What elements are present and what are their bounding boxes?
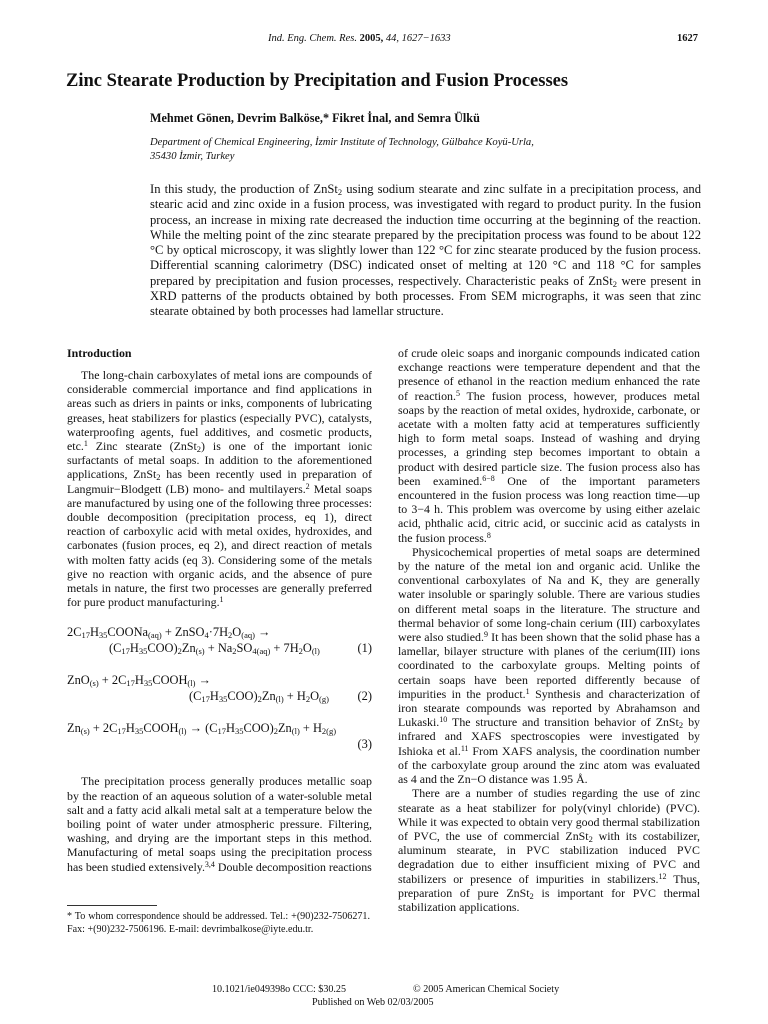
intro-paragraph-4: Physicochemical properties of metal soaps are determined by the nature of the metal ion and organic acid. Unlike the conventional carboxylates of Na and K, they are generally water insoluble or sparingly soluble. There are various studies on different metal soaps in the literature. The structure and thermal behavior of some long-chain cerium (III) carboxylates were also studied.$^9$ It has been shown that the solid phase has a lamellar, bilayer structure with planes of the cerium(III) ions coordinated to the carboxylate groups. Melting points of certain soaps have been reported differently because of impurities in the product.$^1$ Synthesis and characterization of iron stearate compounds was reported by Abrahamson and Lukaski.$^{10}$ The structure and transition behavior of ZnSt$_2$ by infrared and XAFS spectroscopies were investigated by Ishioka et al.$^{11}$ From XAFS analysis, the coordination number of the carboxylate group around the zinc atom was evaluated as 4 and the Zn−O distance was 1.95 Å.: [398, 544, 700, 787]
intro-paragraph-1: The long-chain carboxylates of metal ions are compounds of considerable commercial importance and find applications in areas such as driers in paints or inks, components of lubricating greases, heat stabilizers for plastics (especially PVC), catalysts, waterproofing agents, fuel additives, and cosmetic products, etc.$^1$ Zinc stearate (ZnSt$_2$) is one of the important ionic surfactants of metal soaps. In addition to the aforementioned applications, ZnSt$_2$ has been recently used in preparation of Langmuir−Blodgett (LB) mono- and multilayers.$^2$ Metal soaps are manufactured by using one of the following three processes: double decomposition (precipitation process, eq 1), direct reaction of carboxylic acid with metal oxides, hydroxides, and carbonates (fusion proces, eq 2), and direct reaction of metals with molten fatty acids (eq 3). Considering some of the metals give no reaction with organic acids, and the absence of pure metals in nature, the first two processes are generally preferred for pure product manufacturing.$^1$: [67, 368, 372, 610]
abstract: In this study, the production of ZnSt$_2$ using sodium stearate and zinc sulfate in a precipitation process, and stearic acid and zinc oxide in a fusion process, was investigated with regard to product purity. In the fusion process, an increase in mixing rate decreased the induction time occurring at the beginning of the reaction. While the melting point of the zinc stearate prepared by the precipitation process was found to be about 122 °C by optical microscopy, it was slightly lower than 122 °C for zinc stearate produced by the fusion process. Differential scanning calorimetry (DSC) indicated onset of melting at 120 °C and 118 °C for samples prepared by precipitation and fusion processes, respectively. Characteristic peaks of ZnSt$_2$ were present in XRD patterns of the products obtained by both processes. From SEM micrographs, it was seen that zinc stearate obtained by both processes had lamellar structure.: [150, 182, 701, 319]
page-number: 1627: [677, 33, 698, 44]
equation-number-3: (3): [357, 737, 372, 752]
equation-number-2: (2): [357, 689, 372, 704]
left-column: [67, 346, 372, 874]
copyright-notice: © 2005 American Chemical Society: [413, 984, 560, 995]
intro-paragraph-2: The precipitation process generally produces metallic soap by the reaction of an aqueous solution of a water-soluble metal salt and a fatty acid alkali metal salt at a temperature below the boiling point of water under atmospheric pressure. Filtering, washing, and drying are the important steps in this method. Manufacturing of metal soaps using the precipitation process has been studied extensively.$^{3,4}$ Double decomposition reactions: [67, 774, 372, 874]
equation-number-1: (1): [357, 641, 372, 656]
footnote-rule: [67, 905, 157, 906]
doi-and-price: 10.1021/ie049398o CCC: $30.25: [212, 984, 347, 995]
equation-3-line-2: [67, 736, 372, 752]
equation-2-line-1: $ZnO_{(s)} + 2C_{17}H_{35}COOH_{(l)}$ →: [67, 673, 211, 689]
publication-date: Published on Web 02/03/2005: [312, 997, 434, 1008]
running-head: [0, 33, 768, 47]
corresponding-author-footnote: * To whom correspondence should be addressed. Tel.: +(90)232-7506271. Fax: +(90)232-7506196. E-mail: devrimbalkose@iyte.edu.tr.: [67, 911, 370, 935]
equation-1-line-2: $(C_{17}H_{35}COO)_2Zn_{(s)} + Na_2SO_{4(aq)} + 7H_2O_{(l)}$ (1): [109, 641, 372, 657]
right-column: [398, 346, 700, 914]
equation-3-line-1: $Zn_{(s)}$ + $2C_{17}H_{35}COOH_{(l)} \to (C_{17}H_{35}COO)_2Zn_{(l)} + H_{2(g)}$: [67, 721, 337, 737]
equation-2-line-2: $(C_{17}H_{35}COO)_2Zn_{(l)} + H_2O_{(g)}$ (2): [189, 689, 372, 705]
paper-title: Zinc Stearate Production by Precipitation and Fusion Processes: [66, 71, 569, 91]
section-heading-introduction: Introduction: [67, 346, 132, 360]
intro-paragraph-3: of crude oleic soaps and inorganic compounds indicated cation exchange reactions were temperature dependent and that the presence of ethanol in the reaction medium enhanced the rate of reaction.$^5$ The fusion process, however, produces metal soaps by the reaction of metal oxides, hydroxide, carbonate, or acetate with a molten fatty acid at temperatures sufficiently high to form metal soaps. Instead of washing and drying processes, a grinding step becomes important to obtain a product with desired particle size. The fusion process also has been examined.$^{6-8}$ One of the important parameters encountered in the fusion process was long reaction time—up to 3−4 h. This problem was overcome by using either azelaic acid, phthalic acid, citric acid, or succinic acid as catalysts in the fusion process.$^8$: [398, 346, 700, 545]
affiliation: Department of Chemical Engineering, İzmir Institute of Technology, Gülbahce Koyü-Urla, 35430 İzmir, Turkey: [150, 137, 534, 162]
intro-paragraph-5: There are a number of studies regarding the use of zinc stearate as a heat stabilizer for poly(vinyl chloride) (PVC). While it was expected to obtain very good thermal stabilization of PVC, the use of commercial ZnSt$_2$ with its costabilizer, aluminum stearate, in PVC stabilization induced PVC degradation due to either insufficient mixing of PVC and stabilizers or presence of impurities in stabilizers.$^{12}$ Thus, preparation of pure ZnSt$_2$ is important for PVC thermal stabilization applications.: [398, 786, 701, 914]
journal-citation: Ind. Eng. Chem. Res. 2005, 44, 1627−1633: [268, 33, 451, 44]
equation-1-line-1: $2C_{17}H_{35}COONa_{(aq)}$ + $ZnSO_4\cdot 7H_2O_{(aq)}$ →: [67, 625, 271, 641]
author-list: Mehmet Gönen, Devrim Balköse,* Fikret İnal, and Semra Ülkü: [150, 111, 480, 125]
